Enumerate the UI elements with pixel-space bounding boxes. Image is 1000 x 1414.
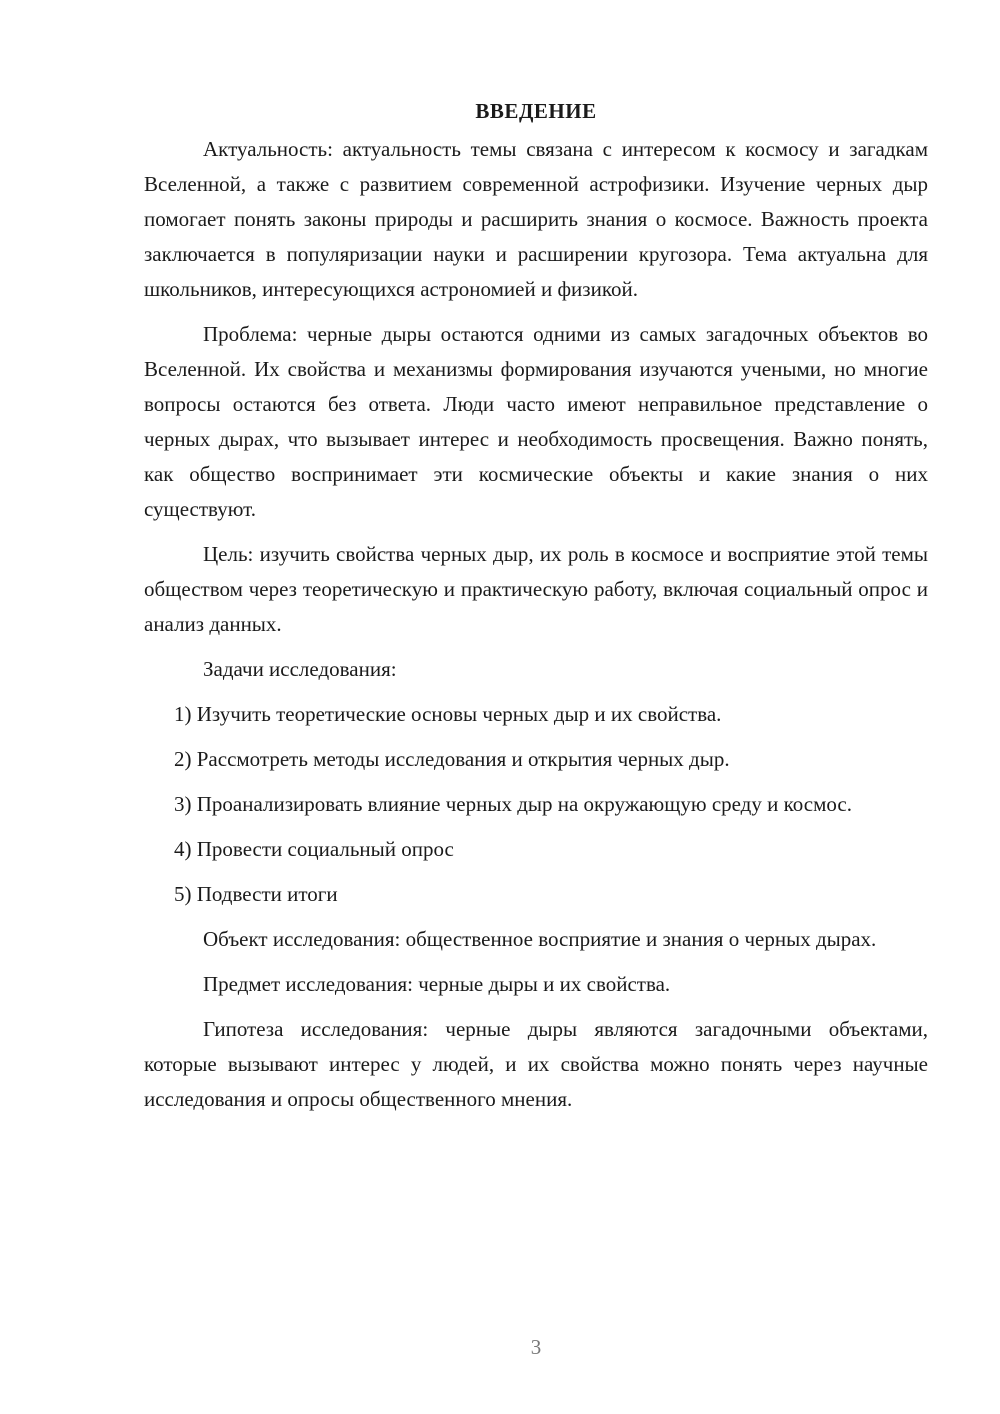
subject-paragraph: Предмет исследования: черные дыры и их свойства. [203, 972, 671, 996]
task-item-4: 4) Провести социальный опрос [174, 837, 454, 861]
page-number: 3 [530, 1335, 542, 1359]
task-item-5: 5) Подвести итоги [174, 882, 338, 906]
tasks-heading: Задачи исследования: [203, 657, 397, 681]
task-item-3: 3) Проанализировать влияние черных дыр на окружающую среду и космос. [174, 792, 852, 816]
object-paragraph: Объект исследования: общественное восприятие и знания о черных дырах. [203, 927, 877, 951]
page-title: ВВЕДЕНИЕ [475, 99, 597, 123]
task-item-1: 1) Изучить теоретические основы черных дыр и их свойства. [174, 702, 722, 726]
hypothesis-paragraph: Гипотеза исследования: черные дыры являются загадочными объектами, которые вызывают интерес у людей, и их свойства можно понять через научные исследования и опросы общественного мнения. [144, 1017, 928, 1111]
task-item-2: 2) Рассмотреть методы исследования и открытия черных дыр. [174, 747, 730, 771]
page-content [144, 96, 928, 1127]
problem-paragraph: Проблема: черные дыры остаются одними из самых загадочных объектов во Вселенной. Их свойства и механизмы формирования изучаются учеными, но многие вопросы остаются без ответа. Люди часто имеют неправильное представление о черных дырах, что вызывает интерес и необходимость просвещения. Важно понять, как общество воспринимает эти космические объекты и какие знания о них существуют. [144, 322, 928, 521]
goal-paragraph: Цель: изучить свойства черных дыр, их роль в космосе и восприятие этой темы обществом через теоретическую и практическую работу, включая социальный опрос и анализ данных. [144, 542, 928, 636]
relevance-paragraph: Актуальность: актуальность темы связана с интересом к космосу и загадкам Вселенной, а также с развитием современной астрофизики. Изучение черных дыр помогает понять законы природы и расширить знания о космосе. Важность проекта заключается в популяризации науки и расширении кругозора. Тема актуальна для школьников, интересующихся астрономией и физикой. [144, 137, 928, 301]
